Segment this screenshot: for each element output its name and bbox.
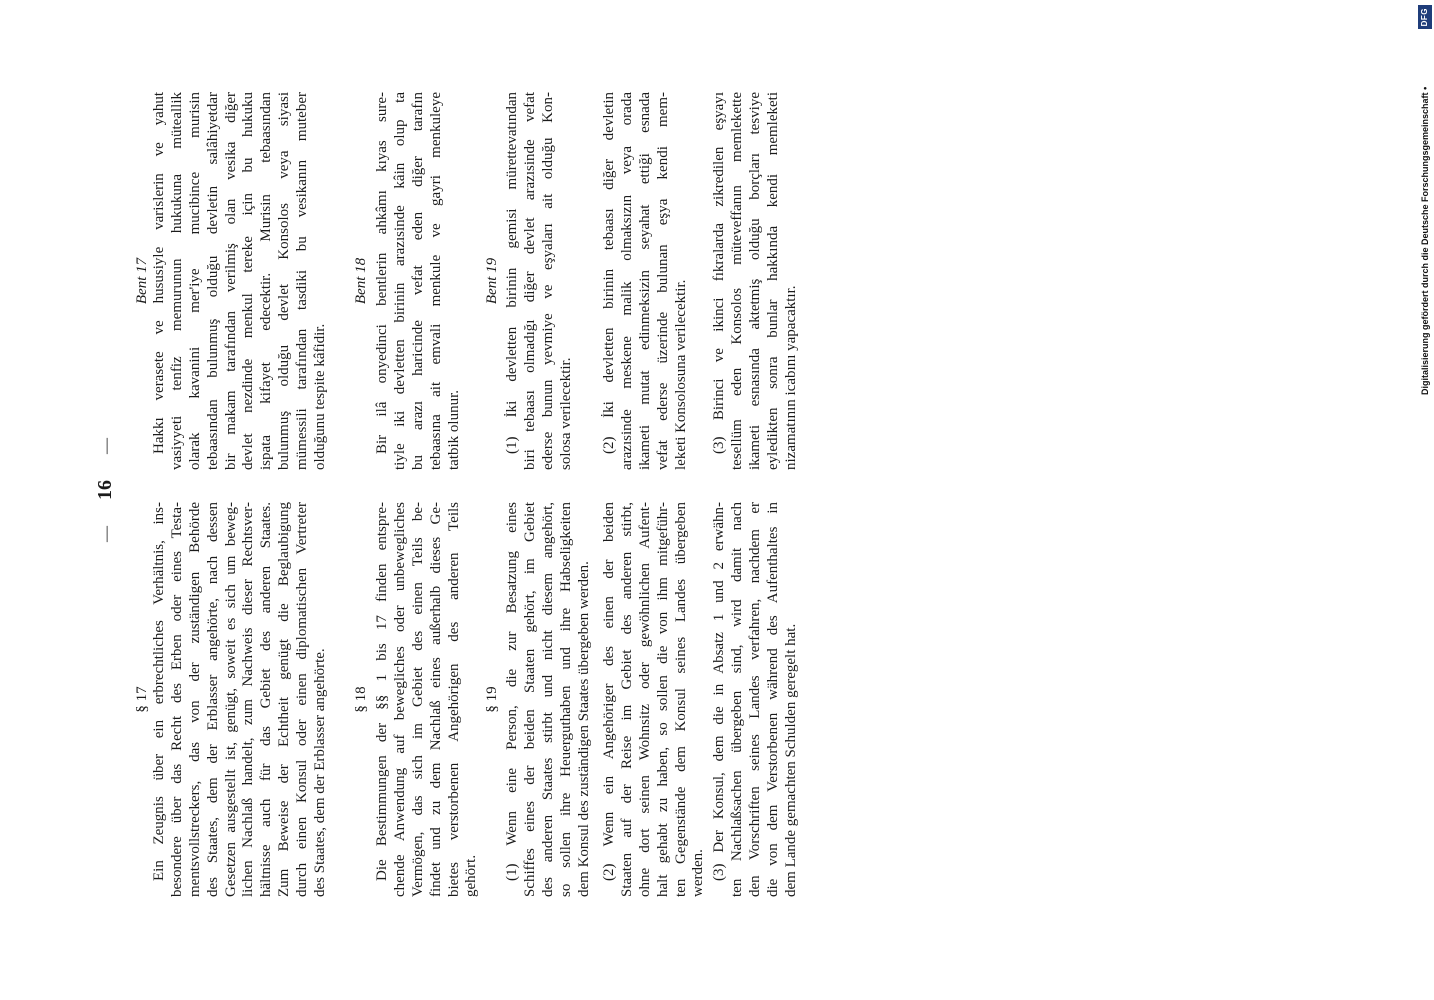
text-line: gehört. (463, 854, 480, 897)
section-heading: Bent 19 (484, 257, 500, 305)
text-line: (3) Birinci ve ikinci fıkralarda zikredilen eşyayı (711, 92, 727, 454)
text-line: (3) Der Konsul, dem die in Absatz 1 und 2 erwähn- (711, 502, 727, 881)
text-line: lichen Nachlaß handelt, zum Nachweis dieser Rechtsver- (240, 502, 257, 897)
text-line: Ein Zeugnis über ein erbrechtliches Verhältnis, ins- (151, 502, 167, 881)
text-line: Die Bestimmungen der §§ 1 bis 17 finden entspre- (374, 502, 390, 881)
text-line: durch einen Konsul oder einen diplomatischen Vertreter (294, 502, 311, 897)
german-column (90, 502, 820, 897)
paragraph (504, 502, 593, 897)
text-line: die von dem Verstorbenen während des Aufenthaltes in (764, 502, 781, 897)
text-line: olarak kavanini mer'iye mucibince murisin (186, 92, 203, 470)
text-line: bir makam tarafından verilmiş olan vesika diğer (222, 92, 239, 470)
text-line: (1) Wenn eine Person, die zur Besatzung eines (504, 502, 520, 881)
text-line: so sollen ihre Heuerguthaben und ihre Habseligkeiten (557, 502, 574, 897)
text-line: ten Gegenstände dem Konsul seines Landes übergeben (672, 502, 689, 897)
text-line: dem Konsul des zuständigen Staates übergeben werden. (575, 561, 592, 897)
text-line: (2) Wenn ein Angehöriger des einen der beiden (601, 502, 617, 881)
paragraph (711, 92, 800, 470)
text-line: findet und zu dem Nachlaß eines außerhalb dieses Ge- (427, 502, 444, 897)
text-line: werden. (690, 849, 707, 897)
header-dash-left: — (98, 526, 115, 542)
text-line: mümessili tarafından tasdiki bu vesikanın muteber (294, 92, 311, 470)
text-line: den Vorschriften seines Landes verfahren, nachdem er (746, 502, 763, 897)
text-line: besondere über das Recht des Erben oder eines Testa- (168, 502, 185, 897)
section-heading: Bent 17 (134, 257, 150, 305)
text-line: Gesetzen ausgestellt ist, genügt, soweit es sich um beweg- (222, 502, 239, 897)
paragraph (151, 502, 330, 897)
text-line: eyledikten sonra bunlar hakkında kendi memleketi (764, 92, 781, 470)
text-line: des Staates, dem der Erblasser angehörte. (312, 648, 329, 897)
text-line: hältnisse auch für das Gebiet des anderen Staates. (258, 502, 275, 897)
credit-text: Digitalisierung gefördert durch die Deutsche Forschungsgemeinschaft (1420, 92, 1430, 395)
text-line: nizamatının icabını yapacaktır. (782, 285, 799, 470)
turkish-column (90, 92, 820, 470)
text-line: tebaasına ait emvali menkule ve gayri menkuleye (427, 92, 444, 470)
text-line: bietes verstorbenen Angehörigen des anderen Teils (445, 502, 462, 897)
text-line: tatbik olunur. (445, 390, 462, 470)
header-dash-right: — (98, 438, 115, 454)
text-line: ederse bunun yevmiye ve eşyaları ait olduğu Kon- (539, 92, 556, 470)
text-line: Staaten auf der Reise im Gebiet des anderen stirbt, (618, 502, 635, 897)
text-line: Zum Beweise der Echtheit genügt die Beglaubigung (276, 502, 293, 897)
text-line: Schiffes eines der beiden Staaten gehört, im Gebiet (521, 502, 538, 897)
text-line: vefat ederse üzerinde bulunan eşya kendi mem- (654, 92, 671, 470)
text-line: Vermögen, das sich im Gebiet des einen Teils be- (409, 502, 426, 897)
credit-text-wrap (1420, 29, 1430, 395)
text-line: biri tebaası olmadığı diğer devlet arazısinde vefat (521, 92, 538, 470)
paragraph (374, 92, 463, 470)
paragraph (151, 92, 330, 470)
credit-separator: • (1420, 86, 1430, 90)
text-line: vasiyyeti tenfiz memurunun hukukuna müteallik (168, 92, 185, 470)
section-heading: § 18 (353, 686, 369, 713)
text-line: Bir ilâ onyedinci bentlerin ahkâmı kıyas sure- (374, 92, 390, 454)
text-line: ikameti esnasında aktetmiş olduğu borçları tesviye (746, 92, 763, 470)
page-number: 16 (94, 480, 116, 500)
text-line: tesellüm eden Konsolos müteveffanın memlekette (728, 92, 745, 470)
text-line: halt gehabt zu haben, so sollen die von ihm mitgeführ- (654, 502, 671, 897)
text-line: bu arazı haricinde vefat eden diğer tarafın (409, 92, 426, 470)
text-line: ten Nachlaßsachen übergeben sind, wird damit nach (728, 502, 745, 897)
text-line: Hakkı verasete ve hususiyle varislerin ve yahut (151, 92, 167, 454)
text-line: mentsvollstreckers, das von der zuständigen Behörde (186, 502, 203, 897)
paragraph (374, 502, 481, 897)
text-line: dem Lande gemachten Schulden geregelt hat. (782, 623, 799, 897)
text-line: tiyle iki devletten birinin arazısinde kâin olup ta (391, 92, 408, 470)
text-line: solosa verilecektir. (557, 357, 574, 470)
text-line: olduğunu tespite kâfidir. (312, 323, 329, 470)
text-line: ohne dort seinen Wohnsitz oder gewöhnlichen Aufent- (636, 502, 653, 897)
text-line: tebaasından bulunmuş olduğu devletin salâhiyetdar (204, 92, 221, 470)
paragraph (601, 92, 690, 470)
text-line: ispata kifayet edecektir. Murisin tebaasından (258, 92, 275, 470)
text-line: bulunmuş olduğu devlet Konsolos veya siyasi (276, 92, 293, 470)
text-line: leketi Konsolosuna verilecektir. (672, 279, 689, 470)
text-line: des anderen Staates stirbt und nicht diesem angehört, (539, 502, 556, 897)
paragraph (504, 92, 576, 470)
text-line: des Staates, dem der Erblasser angehörte, nach dessen (204, 502, 221, 897)
text-line: ikameti mutat edinmeksizin seyahat ettiği esnada (636, 92, 653, 470)
section-heading: Bent 18 (353, 257, 369, 305)
text-line: chende Anwendung auf bewegliches oder unbewegliches (391, 502, 408, 897)
dfg-logo: DFG (1418, 5, 1432, 29)
text-line: (1) İki devletten birinin gemisi mürettevatından (504, 92, 520, 454)
document-page (90, 75, 820, 915)
paragraph (711, 502, 800, 897)
digitization-credit (1418, 5, 1432, 395)
section-heading: § 19 (484, 686, 500, 713)
paragraph (601, 502, 708, 897)
text-line: devlet nezdinde menkul tereke için bu hukuku (240, 92, 257, 470)
section-heading: § 17 (134, 686, 150, 713)
text-line: (2) İki devletten birinin tebaası diğer devletin (601, 92, 617, 454)
text-line: arazısinde meskene malik olmaksızın veya orada (618, 92, 635, 470)
